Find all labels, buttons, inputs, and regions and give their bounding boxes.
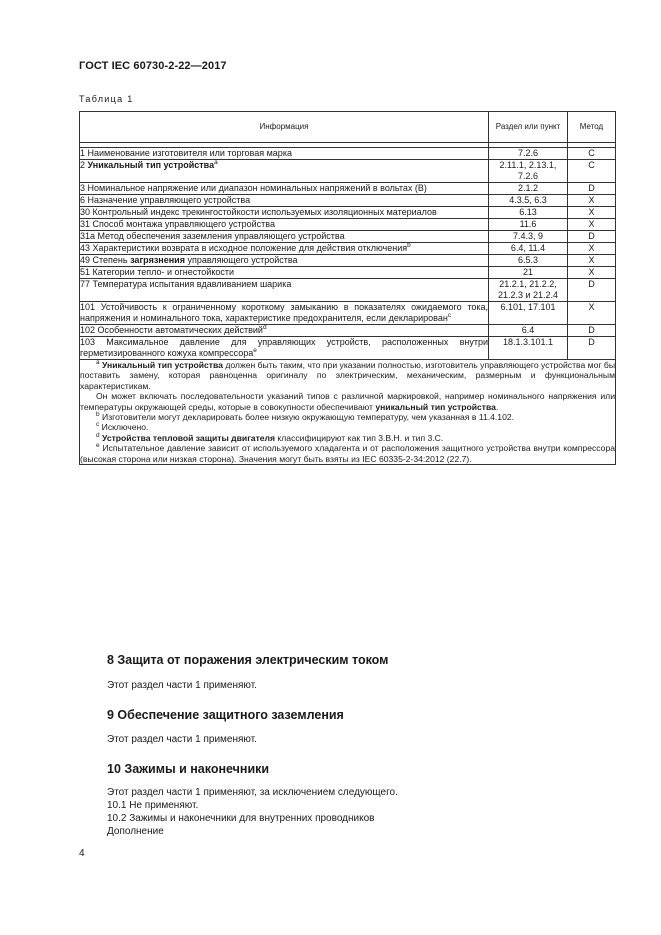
row-info: 77 Температура испытания вдавливанием шарика (80, 279, 489, 302)
row-section: 2.1.2 (489, 183, 568, 195)
section-10-line: 10.2 Зажимы и наконечники для внутренних проводников (107, 813, 375, 824)
note-text: должен быть таким, что при указании полностью, изготовитель управляющего устройства мог бы поставить замену, которая равноценна оригиналу по электрическим, механическим, размерным и функциональным характеристикам. (80, 360, 616, 391)
table-row (80, 255, 616, 267)
row-method: D (568, 231, 616, 243)
row-info-prefix: 2 (80, 160, 88, 170)
table-notes (80, 360, 616, 465)
table-row (80, 219, 616, 231)
note-b (80, 412, 615, 422)
section-10-line: Этот раздел части 1 применяют, за исключением следующего. (107, 787, 398, 798)
note-text: классифицируют как тип 3.В.Н. и тип 3.С. (275, 432, 444, 443)
note-text: Исключено. (99, 422, 149, 433)
table-notes-row (80, 360, 616, 465)
table-row (80, 148, 616, 160)
table-row (80, 302, 616, 325)
row-method: X (568, 302, 616, 325)
footnote-ref: c (447, 312, 452, 319)
row-method: X (568, 255, 616, 267)
row-section: 11.6 (489, 219, 568, 231)
note-text: . (495, 401, 499, 412)
row-method: D (568, 279, 616, 302)
table-caption: Таблица 1 (79, 94, 134, 104)
footnote-ref: e (253, 347, 257, 354)
section-heading-10: 10 Зажимы и наконечники (107, 762, 270, 776)
row-info: 1 Наименование изготовителя или торговая марка (80, 148, 489, 160)
section-9-text: Этот раздел части 1 применяют. (107, 734, 257, 745)
row-method: D (568, 183, 616, 195)
row-info (80, 337, 489, 360)
information-table (79, 111, 616, 465)
note-mark: b (96, 411, 100, 419)
row-info: 31a Метод обеспечения заземления управляющего устройства (80, 231, 489, 243)
footnote-ref: a (214, 159, 218, 166)
row-section: 6.4 (489, 325, 568, 337)
note-text: Испытательное давление зависит от используемого хладагента и от расположения защитного устройства внутри компрессора (высокая сторона или низкая сторона). Значения могут быть взяты из IEC 60335-2-34:2012 (22.7). (80, 443, 615, 464)
row-info (80, 325, 489, 337)
note-bold: Уникальный тип устройства (102, 360, 223, 370)
row-info: 3 Номинальное напряжение или диапазон номинальных напряжений в вольтах (В) (80, 183, 489, 195)
table-row (80, 337, 616, 360)
section-heading-8: 8 Защита от поражения электрическим током (107, 653, 389, 667)
row-method: X (568, 243, 616, 255)
column-header-info: Информация (80, 112, 489, 143)
row-info-text: 103 Максимальное давление для управляющих устройств, расположенных внутри герметизированного кожуха компрессора (80, 337, 488, 358)
note-e (80, 443, 615, 464)
row-info: 31 Способ монтажа управляющего устройства (80, 219, 489, 231)
row-info-text: 102 Особенности автоматических действий (80, 325, 263, 335)
note-d (80, 433, 615, 443)
note-text: Изготовители могут декларировать более низкую окружающую температуру, чем указанная в 11.4.102. (99, 412, 515, 423)
table-row (80, 195, 616, 207)
row-method: X (568, 195, 616, 207)
section-10-line: 10.1 Не применяют. (107, 800, 199, 811)
note-mark: c (96, 421, 100, 429)
row-info-prefix: 49 Степень (80, 255, 131, 265)
table-row (80, 231, 616, 243)
row-section: 6.13 (489, 207, 568, 219)
row-info (80, 160, 489, 183)
row-info-suffix: управляющего устройства (184, 255, 298, 265)
row-method: C (568, 148, 616, 160)
table-row (80, 279, 616, 302)
row-info-bold: Уникальный тип устройства (87, 160, 215, 170)
row-info-text: 101 Устойчивость к ограниченному короткому замыканию в показателях ожидаемого тока, напряжения и номинального тока, характеристике предохранителя, если декларирован (80, 302, 488, 323)
row-info (80, 255, 489, 267)
section-8-text: Этот раздел части 1 применяют. (107, 680, 257, 691)
note-a (80, 360, 615, 391)
note-c (80, 422, 615, 432)
table-row (80, 207, 616, 219)
table-row (80, 267, 616, 279)
row-info: 51 Категории тепло- и огнестойкости (80, 267, 489, 279)
page-number: 4 (79, 848, 85, 859)
row-section: 4.3.5, 6.3 (489, 195, 568, 207)
section-heading-9: 9 Обеспечение защитного заземления (107, 708, 344, 722)
table-header-row (80, 112, 616, 143)
row-method: X (568, 207, 616, 219)
row-section: 6.5.3 (489, 255, 568, 267)
footnote-ref: d (262, 324, 267, 331)
row-method: C (568, 160, 616, 183)
note-bold: уникальный тип устройства (375, 401, 496, 412)
section-10-line: Дополнение (107, 826, 164, 837)
row-section: 21 (489, 267, 568, 279)
column-header-method: Метод (568, 112, 616, 143)
row-method: D (568, 337, 616, 360)
note-bold: Устройства тепловой защиты двигателя (102, 432, 276, 443)
table-row (80, 325, 616, 337)
row-section: 18.1.3.101.1 (489, 337, 568, 360)
row-method: X (568, 219, 616, 231)
row-section: 7.4.3, 9 (489, 231, 568, 243)
table-row (80, 183, 616, 195)
row-section: 6.4, 11.4 (489, 243, 568, 255)
table-row (80, 243, 616, 255)
row-section: 21.2.1, 21.2.2, 21.2.3 и 21.2.4 (489, 279, 568, 302)
note-mark: e (96, 442, 100, 450)
row-section: 2.11.1, 2.13.1, 7.2.6 (489, 160, 568, 183)
note-text: Он может включать последовательности указаний типов с различной маркировкой, например номинального напряжения или температуры окружающей среды, которые в совокупности обеспечивают (80, 391, 615, 412)
row-info (80, 302, 489, 325)
row-info (80, 243, 489, 255)
row-info: 6 Назначение управляющего устройства (80, 195, 489, 207)
row-info: 30 Контрольный индекс трекингостойкости используемых изоляционных материалов (80, 207, 489, 219)
row-method: D (568, 325, 616, 337)
row-section: 6.101, 17.101 (489, 302, 568, 325)
column-header-section: Раздел или пункт (489, 112, 568, 143)
row-info-text: 43 Характеристики возврата в исходное положение для действия отключения (80, 243, 408, 253)
note-mark: d (96, 431, 100, 439)
footnote-ref: b (407, 242, 411, 249)
note-mark: a (96, 359, 100, 367)
document-header: ГОСТ IEC 60730-2-22—2017 (79, 60, 227, 72)
row-info-bold: загрязнения (130, 255, 185, 265)
table-row (80, 160, 616, 183)
row-method: X (568, 267, 616, 279)
row-section: 7.2.6 (489, 148, 568, 160)
note-a-continued (80, 391, 615, 412)
